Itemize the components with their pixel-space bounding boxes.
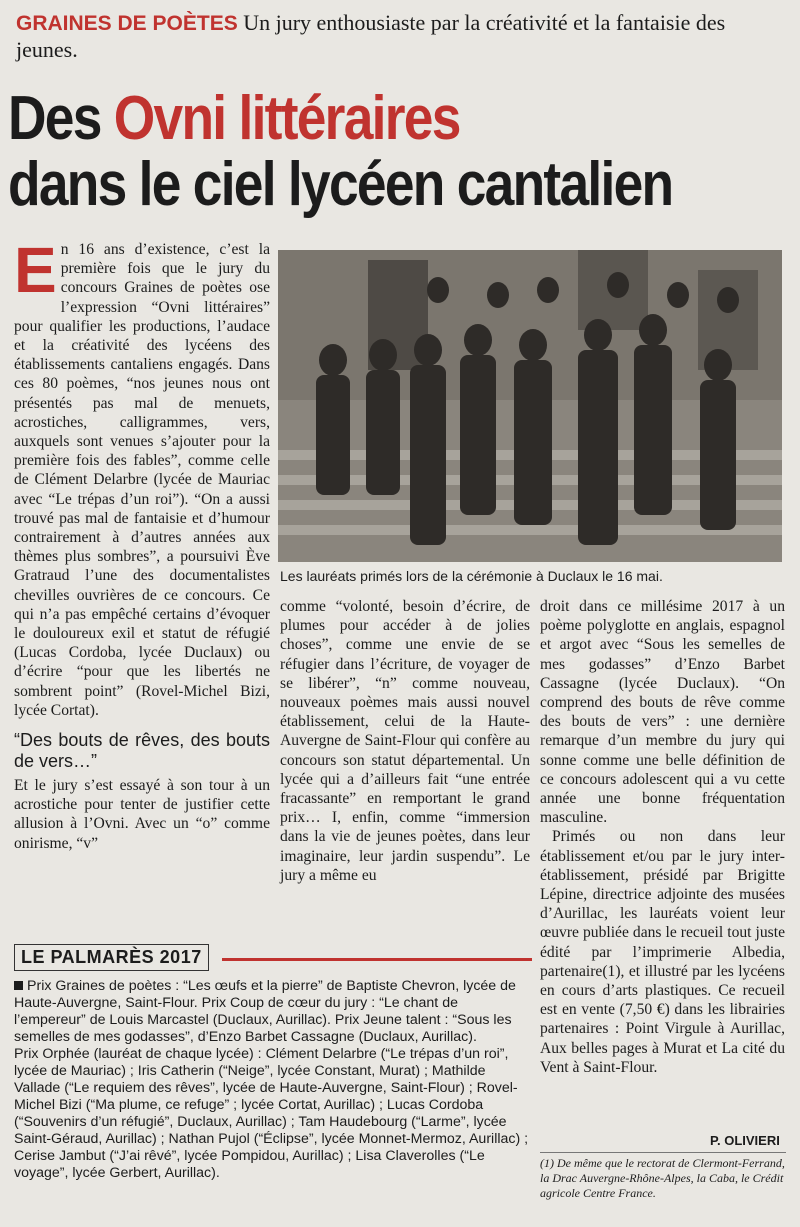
photo-caption: Les lauréats primés lors de la cérémonie à Duclaux le 16 mai.: [280, 568, 663, 584]
headline-line2: dans le ciel lycéen cantalien: [8, 150, 673, 219]
article-column-1: [14, 234, 270, 853]
article-column-2: [280, 597, 530, 885]
palmares-list: [14, 978, 532, 1182]
palmares-title: LE PALMARÈS 2017: [14, 944, 209, 971]
article-paragraph: n 16 ans d’existence, c’est la première fois que le jury du concours Graines de poètes ose l’expression “Ovni littéraires” pour qualifier les productions, l’audace et la créativité des lycéens des établissements cantaliens engagés. Dans ces 80 poèmes, “nos jeunes nous ont présentés pas mal de menuets, acrostiches, calligrammes, vers, auxquels sont venues s’ajouter pour la première fois des fables”, comme celle de Clément Delarbre (lycée de Mauriac avec “Le trépas d’un roi”). “On a aussi trouvé pas mal de fantaisie et d’humour contrairement à d’autres années aux thèmes plus sombres”, a poursuivi Ève Gratraud l’une des documentalistes chevilles ouvrières de ce concours. Ce qui n’a pas empêché certains d’évoquer le douloureux exil et statut de réfugié (Lucas Cordoba, lycée Duclaux) ou d’écrire “pour que les libertés ne sombrent point” (Rovel-Michel Bizi, lycée Cortat).: [14, 241, 270, 719]
article-paragraph: Primés ou non dans leur établissement et/ou par le jury inter-établissement, présidé par Brigitte Lépine, directrice adjointe des musées d’Aurillac, les lauréats voient leur œuvre publiée dans le recueil tout juste édité par l’imprimerie Albedia, partenaire(1), et illustré par les lycéens en cours d’arts plastiques. Ce recueil est en vente (7,50 €) dans les librairies partenaires : Point Virgule à Aurillac, Aux belles pages à Murat et La cité du Vent à Saint-Flour.: [540, 828, 785, 1076]
rubric-label: GRAINES DE POÈTES: [16, 12, 238, 35]
article-column-3: [540, 597, 785, 1077]
headline-part: Des: [8, 84, 114, 153]
footnote: (1) De même que le rectorat de Clermont-Ferrand, la Drac Auvergne-Rhône-Alpes, la Caba, le Crédit agricole Centre France.: [540, 1152, 786, 1201]
headline: [8, 86, 687, 218]
kicker-text: Un jury enthousiaste par la créativité et la fantaisie des jeunes.: [16, 10, 726, 62]
headline-highlight: Ovni littéraires: [113, 84, 460, 153]
drop-cap: E: [14, 234, 57, 306]
kicker: [16, 10, 786, 63]
article-paragraph: Et le jury s’est essayé à son tour à un acrostiche pour tenter de justifier cette allusion à l’Ovni. Avec un “o” comme onirisme, “v”: [14, 777, 270, 852]
article-paragraph: droit dans ce millésime 2017 à un poème polyglotte en anglais, espagnol et argot avec “Sous les semelles de mes godasses” d’Enzo Barbet Cassagne (lycée Duclaux). “On comprend des bouts de rêve comme des bouts de vers” : une dernière remarque d’un membre du jury qui sonne comme une belle définition de ce concours adolescent qui a vu cette année une bonne fréquentation masculine.: [540, 598, 785, 827]
article-paragraph: comme “volonté, besoin d’écrire, de plumes pour accéder à de jolies choses”, comme une envie de se réfugier dans l’écriture, de voyager de se libérer”, “n” comme nouveau, nouveaux poèmes mais aussi nouvel établissement, celui de la Haute-Auvergne de Saint-Flour qui confère au concours son statut départemental. Un lycée qui a d’ailleurs fait “une entrée fracassante” en remportant le grand prix… I, enfin, comme “immersion dans la vie de jeunes poètes, dans leur imaginaire, leur jardin suspendu”. Le jury a même eu: [280, 598, 530, 884]
bullet-square-icon: [14, 981, 23, 990]
group-photo: [278, 250, 782, 562]
palmares-paragraph: Prix Orphée (lauréat de chaque lycée) : Clément Delarbre (“Le trépas d’un roi”, lycée de Mauriac) ; Iris Catherin (“Neige”, lycée Constant, Murat) ; Mathilde Vallade (“Le requiem des rêves”, lycée de Haute-Auvergne, Saint-Flour) ; Rovel-Michel Bizi (“Ma plume, ce refuge” ; lycée Cortat, Aurillac) ; Lucas Cordoba (“Souvenirs d’un réfugié”, Duclaux, Aurillac) ; Tam Haudebourg (“Larme”, lycée Saint-Géraud, Aurillac) ; Nathan Pujol (“Éclipse”, lycée Monnet-Mermoz, Aurillac) ; Cerise Jambut (“J’ai rêvé”, lycée Pompidou, Aurillac) ; Lisa Claverolles (“Le voyage”, lycée Gerbert, Aurillac).: [14, 1046, 529, 1181]
palmares-rule: [222, 958, 532, 961]
subheading: “Des bouts de rêves, des bouts de vers…”: [14, 730, 270, 772]
palmares-paragraph: Prix Graines de poètes : “Les œufs et la pierre” de Baptiste Chevron, lycée de Haute-Auvergne, Saint-Flour. Prix Coup de cœur du jury : “Le chant de l’empereur” de Louis Marcastel (Duclaux, Aurillac). Prix Jeune talent : “Sous les semelles de mes godasses”, d’Enzo Barbet Cassagne (Duclaux, Aurillac).: [14, 978, 516, 1045]
author-byline: P. OLIVIERI: [710, 1133, 780, 1148]
